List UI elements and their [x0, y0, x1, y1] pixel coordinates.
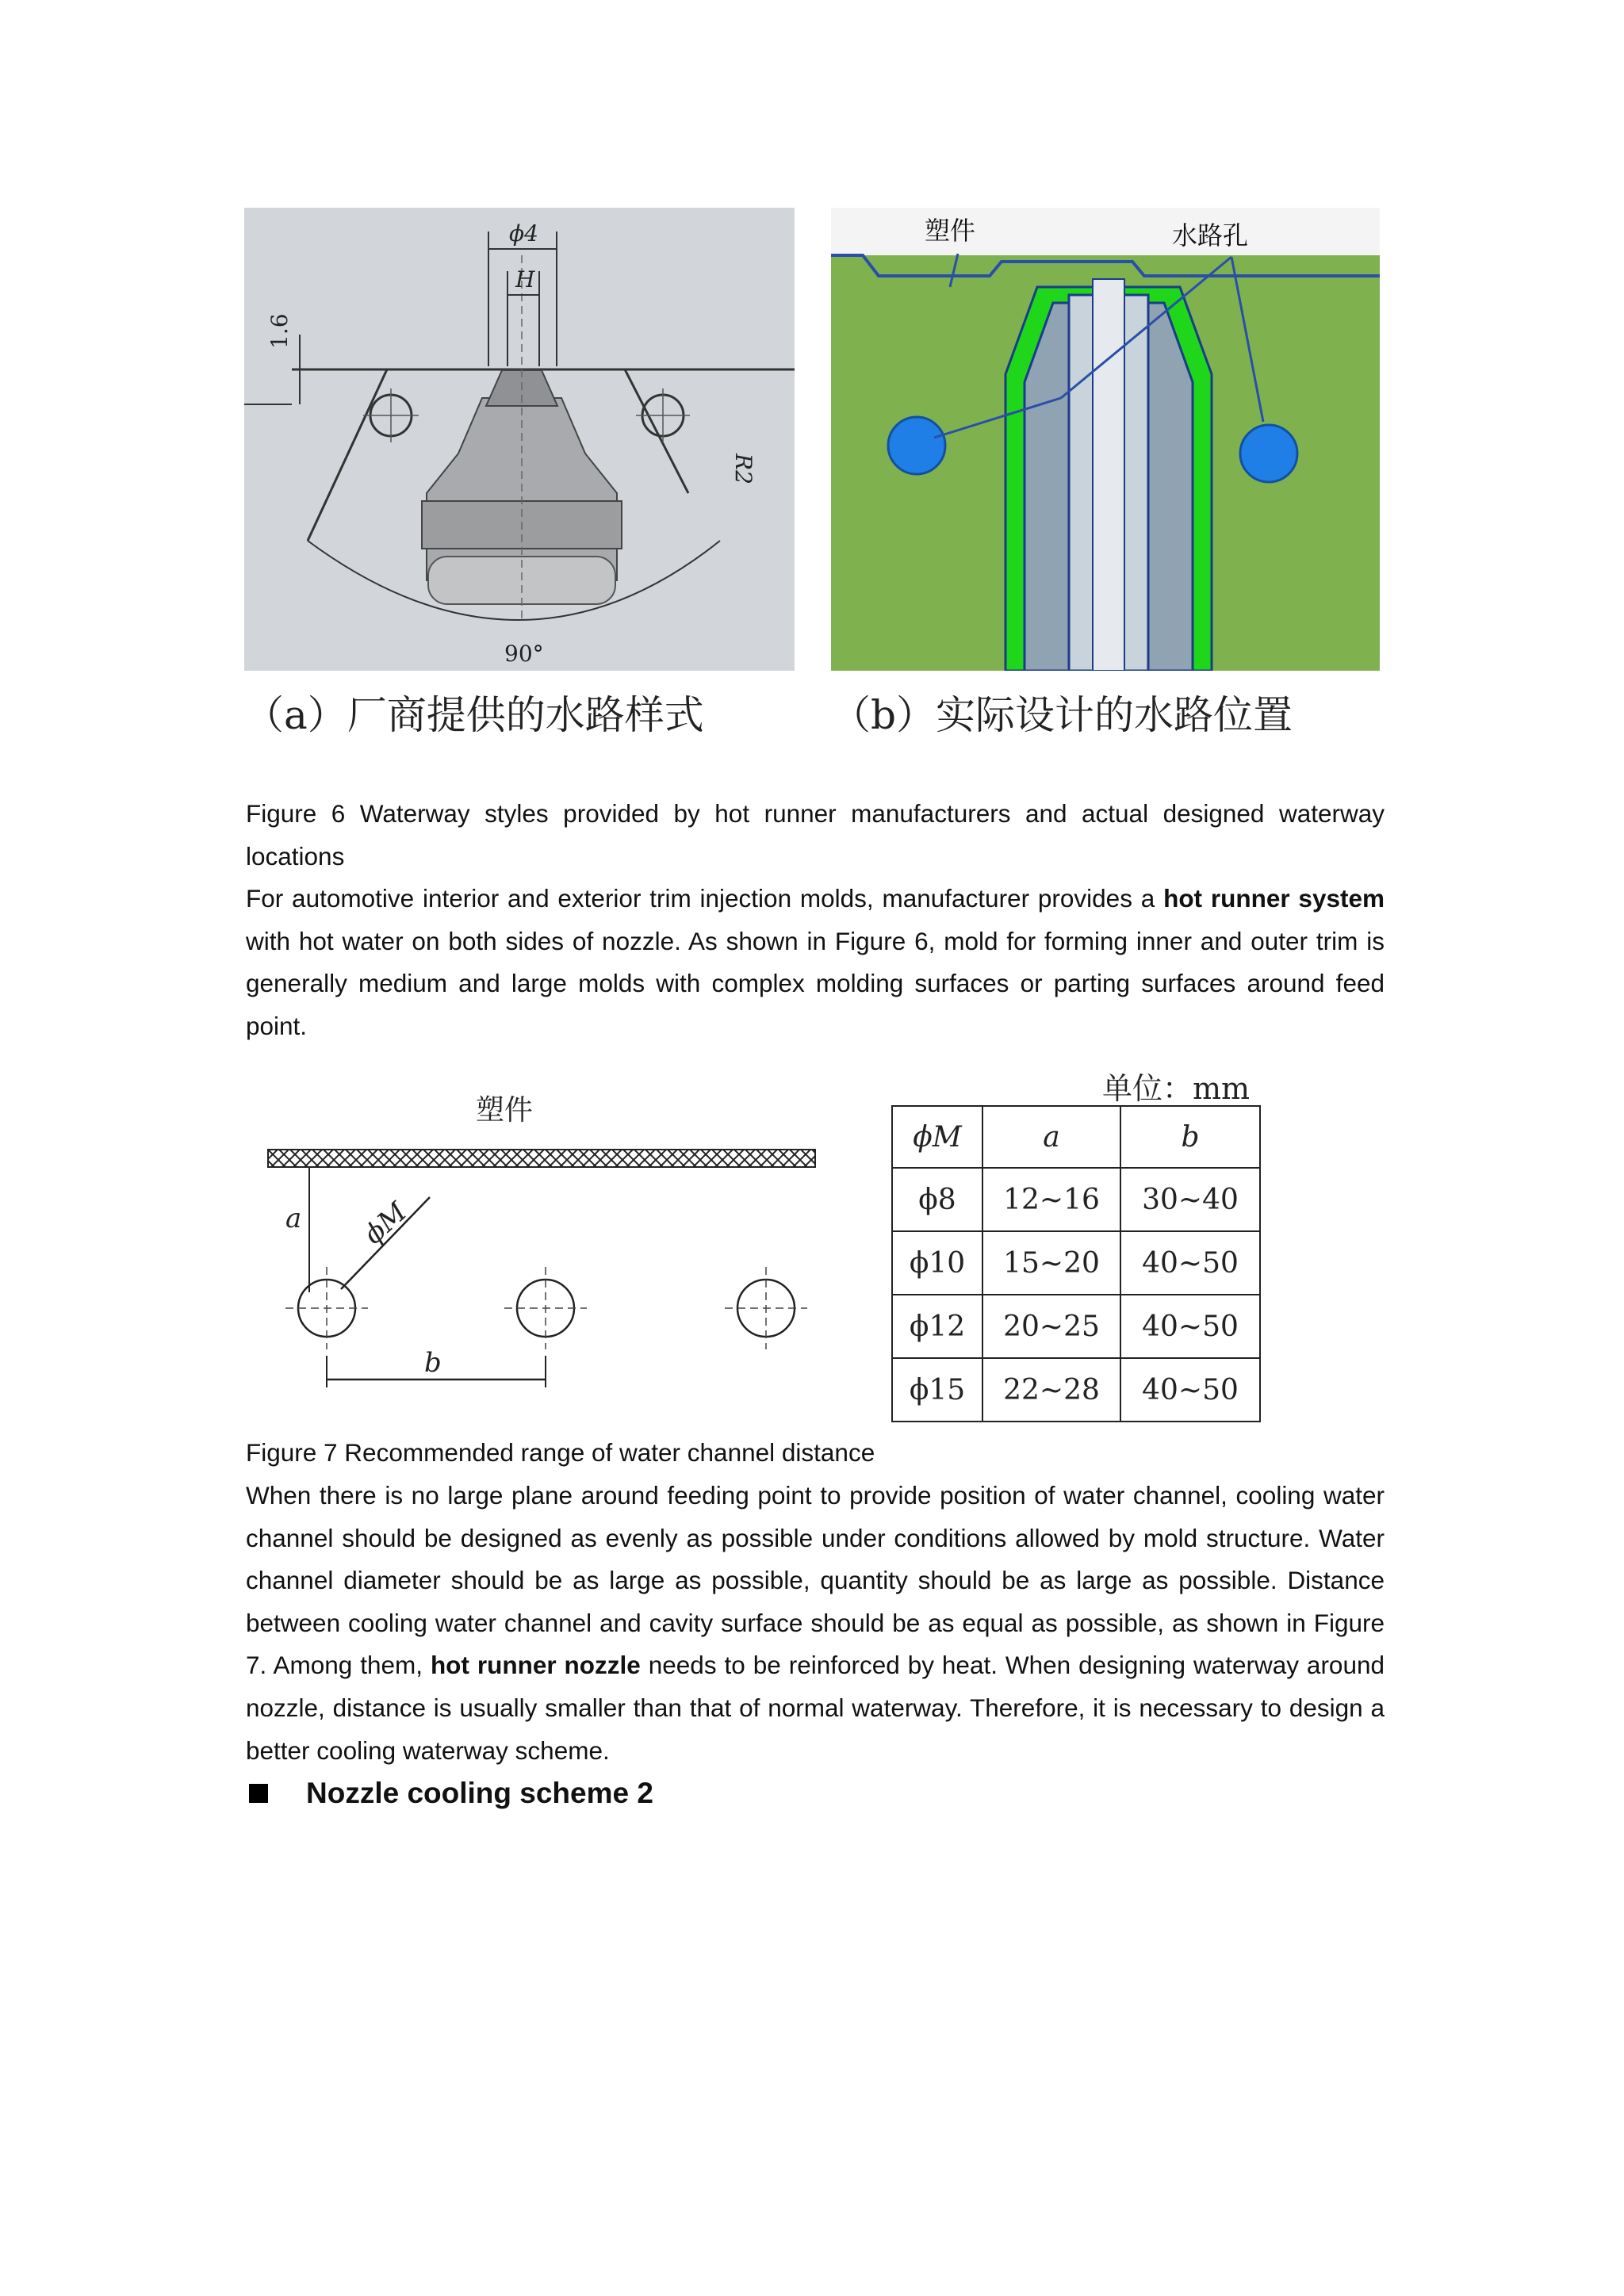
figure-6 [244, 208, 1380, 763]
table-cell: 30~40 [1120, 1168, 1260, 1231]
table-cell: 22~28 [982, 1358, 1120, 1422]
table-cell: 20~25 [982, 1295, 1120, 1358]
dim-90-label: 90° [504, 641, 544, 667]
paragraph-2-text-a: When there is no large plane around feeding point to provide position of water channel, cooling water channel should be designed as evenly as possible under conditions allowed by mold structure. Water channel diameter should be as large as possible, quantity should be as large as possible. Distance between cooling water channel and cavity surface should be as equal as possible, as shown in Figure 7. Among them, [246, 1481, 1385, 1680]
table-header: ϕM [892, 1106, 982, 1168]
figure-6a-drawing [244, 208, 795, 671]
callout-hole-label: 水路孔 [1172, 220, 1249, 251]
section-heading [246, 1771, 653, 1816]
paragraph-1-text-b: with hot water on both sides of nozzle. As shown in Figure 6, mold for forming inner and outer trim is generally medium and large molds with complex molding surfaces or parting surfaces around feed point. [246, 926, 1385, 1040]
callout-part-label: 塑件 [925, 216, 976, 246]
section-heading-text: Nozzle cooling scheme 2 [306, 1777, 653, 1809]
dim-h-label: H [515, 266, 535, 293]
table-cell: 15~20 [982, 1231, 1120, 1295]
paragraph-1-text-a: For automotive interior and exterior trim injection molds, manufacturer provides a [246, 884, 1164, 913]
table-unit-label: 单位：mm [1102, 1071, 1251, 1106]
table-header-row [892, 1106, 1260, 1168]
dim-1-6-label: 1.6 [266, 313, 293, 349]
paragraph-1-bold-hot-runner-system: hot runner system [1163, 884, 1385, 913]
table-cell: 12~16 [982, 1168, 1120, 1231]
table-row [892, 1358, 1260, 1422]
dim-r2-label: R2 [730, 453, 756, 484]
table-cell: 40~50 [1120, 1358, 1260, 1422]
figure-7-caption: Figure 7 Recommended range of water channel distance [246, 1438, 875, 1467]
table-cell: ϕ15 [892, 1358, 982, 1422]
part-label: 塑件 [476, 1094, 534, 1127]
table-header: a [982, 1106, 1120, 1168]
table-cell: ϕ10 [892, 1231, 982, 1295]
table-cell: ϕ12 [892, 1295, 982, 1358]
paragraph-1 [246, 878, 1385, 1047]
figure-7 [262, 1054, 1261, 1419]
dim-a-label: a [285, 1203, 302, 1234]
dim-phi4-label: ϕ4 [509, 220, 538, 247]
table-row [892, 1231, 1260, 1295]
paragraph-2 [246, 1475, 1385, 1772]
dim-b-label: b [424, 1347, 442, 1379]
paragraph-2-bold-hot-runner-nozzle: hot runner nozzle [430, 1651, 641, 1680]
figure-7-diagram [262, 1054, 833, 1419]
figure-6b-label: （b）实际设计的水路位置 [831, 692, 1293, 738]
table-cell: ϕ8 [892, 1168, 982, 1231]
channel-distance-table [891, 1105, 1261, 1422]
figure-6a-label: （a）厂商提供的水路样式 [244, 692, 704, 738]
table-row [892, 1295, 1260, 1358]
dim-phim-label: ϕM [358, 1196, 413, 1251]
table-cell: 40~50 [1120, 1231, 1260, 1295]
table-cell: 40~50 [1120, 1295, 1260, 1358]
figure-6b-drawing [831, 208, 1380, 671]
table-header: b [1120, 1106, 1260, 1168]
figure-6-caption: Figure 6 Waterway styles provided by hot runner manufacturers and actual designed waterway locations [246, 799, 1385, 871]
paragraph-2-text-b: needs to be reinforced by heat. When designing waterway around nozzle, distance is usually smaller than that of normal waterway. Therefore, it is necessary to design a better cooling waterway scheme. [246, 1651, 1385, 1765]
table-row [892, 1168, 1260, 1231]
square-bullet-icon [249, 1784, 268, 1803]
